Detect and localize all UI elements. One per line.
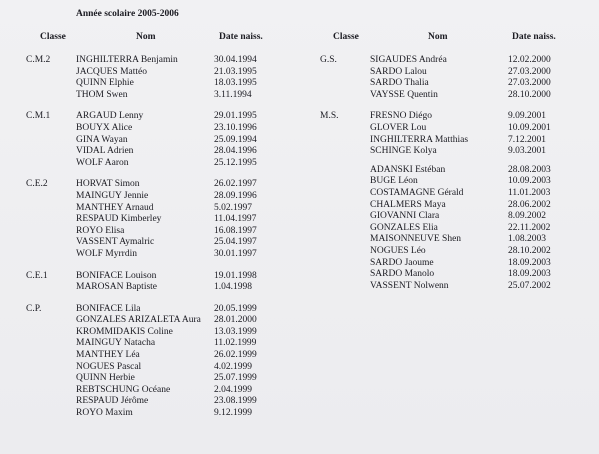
student-name: QUINN Herbie [76,373,135,384]
student-name: BUGE Léon [370,176,418,187]
student-name: GIOVANNI Clara [370,211,440,222]
birth-date: 18.09.2003 [508,257,551,268]
class-label: C.E.1 [26,270,48,281]
student-name: MAINGUY Natacha [76,338,156,349]
header-date-left: Date naiss. [219,32,263,42]
birth-date: 2.04.1999 [214,384,252,395]
birth-date: 27.03.2000 [508,78,551,89]
student-name: JACQUES Mattéo [76,66,147,77]
student-name: VASSENT Aymalric [76,237,155,248]
header-nom-right: Nom [428,32,448,42]
student-name: MANTHEY Arnaud [76,202,154,213]
birth-date: 16.08.1997 [214,225,257,236]
birth-date: 29.01.1995 [214,111,257,122]
header-classe-right: Classe [333,32,359,42]
birth-date: 25.04.1997 [214,237,257,248]
birth-date: 28.06.2002 [508,199,551,210]
birth-date: 27.03.2000 [508,66,551,77]
birth-date: 25.09.1994 [214,134,257,145]
student-name: GLOVER Lou [370,122,427,133]
student-name: VAYSSE Quentin [370,89,438,100]
student-name: SARDO Thalia [370,78,429,89]
student-name: ROYO Elisa [76,225,125,236]
birth-date: 30.04.1994 [214,55,257,65]
birth-date: 21.03.1995 [214,66,257,77]
birth-date: 3.11.1994 [214,89,252,100]
birth-date: 26.02.1997 [214,179,257,190]
birth-date: 28.10.2000 [508,89,551,100]
student-name: RESPAUD Jérôme [76,396,149,407]
birth-date: 28.01.2000 [214,315,257,326]
student-name: MANTHEY Léa [76,350,140,361]
student-name: NOGUES Pascal [76,361,142,372]
birth-date: 11.04.1997 [214,214,257,225]
birth-date: 25.07.2002 [508,280,551,291]
birth-date: 5.02.1997 [214,202,252,213]
student-name: MAISONNEUVE Shen [370,234,462,245]
birth-date: 28.10.2002 [508,245,551,256]
student-name: CHALMERS Maya [370,199,446,210]
student-name: RESPAUD Kimberley [76,214,162,225]
student-name: GONZALES ARIZALETA Aura [76,315,201,326]
birth-date: 7.12.2001 [508,134,546,145]
birth-date: 28.04.1996 [214,146,257,157]
birth-date: 20.05.1999 [214,303,257,314]
birth-date: 30.01.1997 [214,248,257,259]
student-name: INGHILTERRA Benjamin [76,55,178,65]
birth-date: 1.08.2003 [508,234,546,245]
birth-date: 10.09.2001 [508,122,551,133]
birth-date: 23.08.1999 [214,396,257,407]
birth-date: 12.02.2000 [508,55,551,65]
birth-date: 13.03.1999 [214,326,257,337]
student-name: VASSENT Nolwenn [370,280,449,291]
class-label: C.E.2 [26,179,48,190]
birth-date: 19.01.1998 [214,270,257,281]
header-date-right: Date naiss. [512,32,556,42]
birth-date: 26.02.1999 [214,350,257,361]
student-name: QUINN Elphie [76,78,134,89]
birth-date: 18.09.2003 [508,269,551,280]
birth-date: 28.08.2003 [508,164,551,175]
student-name: FRESNO Diégo [370,111,433,122]
birth-date: 11.02.1999 [214,338,257,349]
birth-date: 25.07.1999 [214,373,257,384]
birth-date: 4.02.1999 [214,361,252,372]
birth-date: 23.10.1996 [214,122,257,133]
birth-date: 9.03.2001 [508,146,546,157]
student-name: GONZALES Elia [370,222,438,233]
student-name: REBTSCHUNG Océane [76,384,171,395]
student-name: SIGAUDES Andréa [370,55,447,65]
student-name: ADANSKI Estéban [370,164,446,175]
student-name: VIDAL Adrien [76,146,134,157]
student-name: BOUYX Alice [76,122,133,133]
birth-date: 9.09.2001 [508,111,546,122]
student-name: ROYO Maxim [76,408,133,419]
student-name: INGHILTERRA Matthias [370,134,469,145]
student-name: BONIFACE Lila [76,303,141,314]
student-name: COSTAMAGNE Gérald [370,187,464,198]
header-nom-left: Nom [136,32,156,42]
student-name: HORVAT Simon [76,179,140,190]
student-name: KROMMIDAKIS Coline [76,326,173,337]
student-name: WOLF Myrrdin [76,248,137,259]
birth-date: 9.12.1999 [214,408,252,419]
student-name: SARDO Jaoume [370,257,434,268]
class-label: C.P. [26,303,42,314]
document-title: Année scolaire 2005-2006 [76,9,179,19]
birth-date: 10.09.2003 [508,176,551,187]
birth-date: 18.03.1995 [214,78,257,89]
class-label: M.S. [320,111,339,122]
student-name: WOLF Aaron [76,157,129,168]
student-name: SCHINGE Kolya [370,146,437,157]
birth-date: 1.04.1998 [214,282,252,293]
class-label: C.M.2 [26,55,51,65]
birth-date: 8.09.2002 [508,211,546,222]
birth-date: 28.09.1996 [214,190,257,201]
student-name: ARGAUD Lenny [76,111,144,122]
student-name: SARDO Manolo [370,269,435,280]
class-label: G.S. [320,55,337,65]
student-name: MAINGUY Jennie [76,190,149,201]
student-name: NOGUES Léo [370,245,426,256]
birth-date: 11.01.2003 [508,187,551,198]
student-name: MAROSAN Baptiste [76,282,158,293]
class-label: C.M.1 [26,111,51,122]
student-name: BONIFACE Louison [76,270,157,281]
birth-date: 25.12.1995 [214,157,257,168]
birth-date: 22.11.2002 [508,222,551,233]
student-name: SARDO Lalou [370,66,427,77]
student-name: THOM Swen [76,89,128,100]
student-name: GINA Wayan [76,134,128,145]
header-classe-left: Classe [40,32,66,42]
